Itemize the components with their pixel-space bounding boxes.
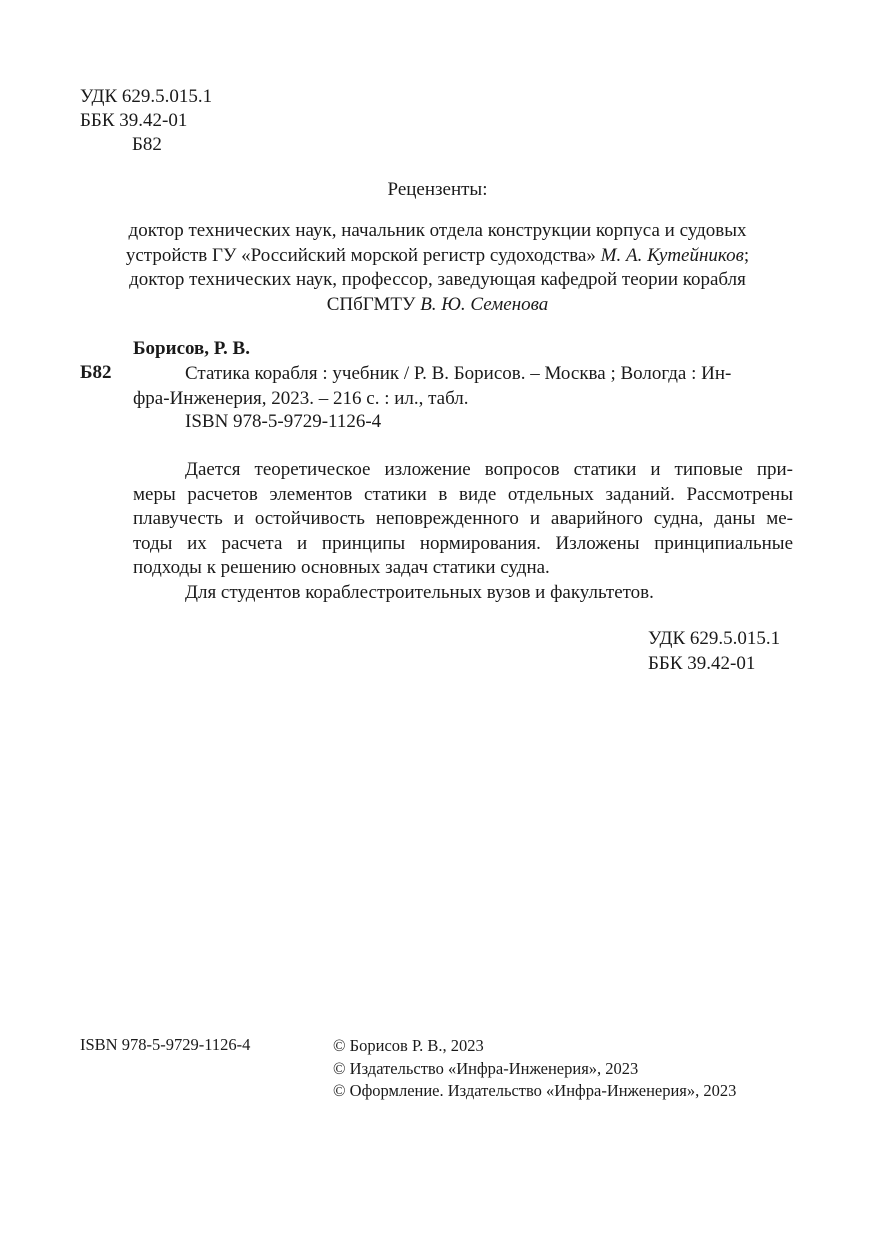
reviewer-line [60, 293, 815, 318]
bib-author: Борисов, Р. В. [133, 338, 250, 359]
reviewer-line [60, 244, 815, 269]
annotation-line: меры расчетов элементов статики в виде отдельных заданий. Рассмотрены [133, 483, 793, 505]
bib-line: Статика корабля : учебник / Р. В. Борисов. – Москва ; Вологда : Ин- [185, 363, 732, 384]
copyright-line: © Издательство «Инфра-Инженерия», 2023 [333, 1058, 639, 1078]
bib-line: фра-Инженерия, 2023. – 216 с. : ил., табл. [133, 387, 469, 409]
reviewer-text: СПбГМТУ [326, 293, 421, 315]
reviewer-line: доктор технических наук, начальник отдела конструкции корпуса и судовых [128, 220, 747, 241]
punctuation: ; [743, 244, 750, 266]
bbk-code: ББК 39.42-01 [80, 110, 188, 131]
copyright-line: © Оформление. Издательство «Инфра-Инженерия», 2023 [333, 1081, 737, 1100]
annotation-line: плавучесть и остойчивость неповрежденного и аварийного судна, даны ме- [133, 508, 793, 529]
bib-mark: Б82 [80, 362, 112, 383]
footer-isbn: ISBN 978-5-9729-1126-4 [80, 1035, 251, 1054]
annotation-audience: Для студентов кораблестроительных вузов и факультетов. [185, 581, 654, 603]
author-mark: Б82 [132, 134, 162, 155]
copyright-notices [333, 1035, 736, 1103]
reviewer-name: В. Ю. Семенова [420, 293, 549, 315]
reviewer-name: М. А. Кутейников [600, 244, 744, 266]
reviewers-title: Рецензенты: [387, 179, 488, 200]
annotation-line: Дается теоретическое изложение вопросов статики и типовые при- [185, 459, 793, 480]
annotation [133, 458, 793, 605]
classification-bottom [648, 627, 780, 676]
reviewer-text: устройств ГУ «Российский морской регистр судоходства» [125, 244, 601, 266]
bib-description [133, 362, 732, 411]
classification-top [80, 85, 212, 157]
udc-code: УДК 629.5.015.1 [648, 628, 781, 649]
bib-isbn: ISBN 978-5-9729-1126-4 [185, 411, 382, 432]
reviewer-line: доктор технических наук, профессор, заведующая кафедрой теории корабля [129, 269, 746, 290]
reviewers-list [60, 219, 815, 317]
copyright-line: © Борисов Р. В., 2023 [333, 1036, 484, 1055]
annotation-line: тоды их расчета и принципы нормирования. Изложены принципиальные [133, 532, 793, 554]
udc-code: УДК 629.5.015.1 [80, 86, 213, 107]
bbk-code: ББК 39.42-01 [648, 652, 756, 674]
annotation-line: подходы к решению основных задач статики судна. [133, 557, 550, 578]
